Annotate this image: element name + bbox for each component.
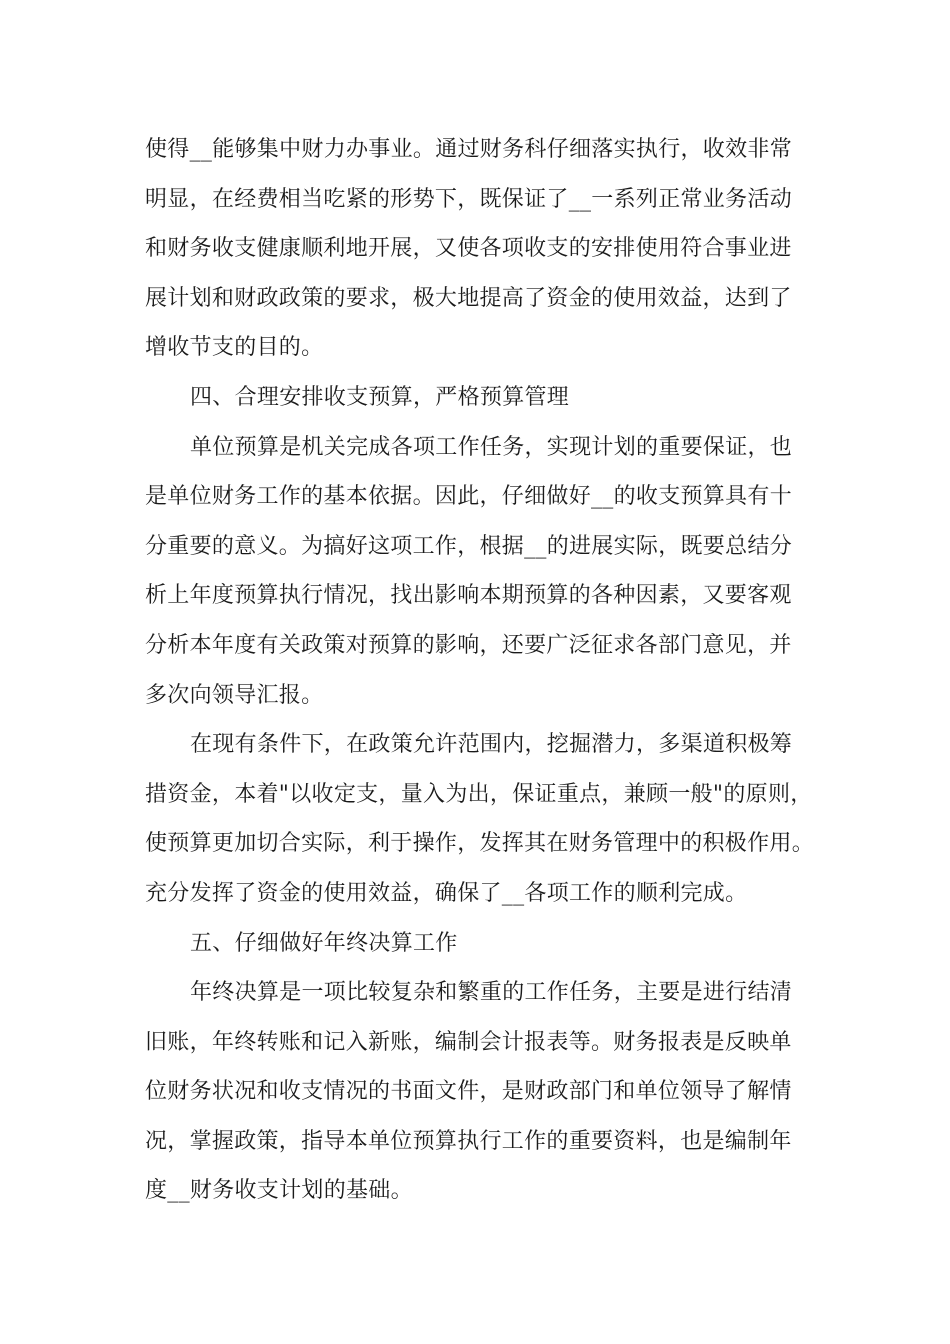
text-line: 旧账，年终转账和记入新账，编制会计报表等。财务报表是反映单	[145, 1029, 792, 1055]
text-line: 和财务收支健康顺利地开展，又使各项收支的安排使用符合事业进	[145, 236, 792, 262]
section-heading: 四、合理安排收支预算，严格预算管理	[190, 384, 570, 410]
text-line: 明显，在经费相当吃紧的形势下，既保证了__一系列正常业务活动	[145, 186, 793, 212]
document-body	[145, 125, 820, 1216]
text-line: 分析本年度有关政策对预算的影响，还要广泛征求各部门意见，并	[145, 632, 792, 658]
text-line: 度__财务收支计划的基础。	[145, 1178, 413, 1204]
text-line: 是单位财务工作的基本依据。因此，仔细做好__的收支预算具有十	[145, 484, 793, 510]
text-line: 单位预算是机关完成各项工作任务，实现计划的重要保证，也	[190, 434, 793, 460]
section-heading: 五、仔细做好年终决算工作	[190, 930, 458, 956]
text-line: 充分发挥了资金的使用效益，确保了__各项工作的顺利完成。	[145, 880, 748, 906]
text-line: 措资金，本着"以收定支，量入为出，保证重点，兼顾一般"的原则，	[145, 781, 813, 807]
text-line: 多次向领导汇报。	[145, 682, 324, 708]
text-line: 使预算更加切合实际，利于操作，发挥其在财务管理中的积极作用。	[145, 831, 815, 857]
text-line: 况，掌握政策，指导本单位预算执行工作的重要资料，也是编制年	[145, 1128, 792, 1154]
text-line: 年终决算是一项比较复杂和繁重的工作任务，主要是进行结清	[190, 980, 793, 1006]
text-line: 分重要的意义。为搞好这项工作，根据__的进展实际，既要总结分	[145, 533, 793, 559]
text-line: 增收节支的目的。	[145, 335, 324, 361]
text-line: 使得__能够集中财力办事业。通过财务科仔细落实执行，收效非常	[145, 137, 793, 162]
text-line: 在现有条件下，在政策允许范围内，挖掘潜力，多渠道积极筹	[190, 732, 793, 758]
text-line: 位财务状况和收支情况的书面文件，是财政部门和单位领导了解情	[145, 1079, 792, 1105]
text-line: 展计划和财政政策的要求，极大地提高了资金的使用效益，达到了	[145, 285, 792, 311]
text-line: 析上年度预算执行情况，找出影响本期预算的各种因素，又要客观	[145, 583, 792, 609]
